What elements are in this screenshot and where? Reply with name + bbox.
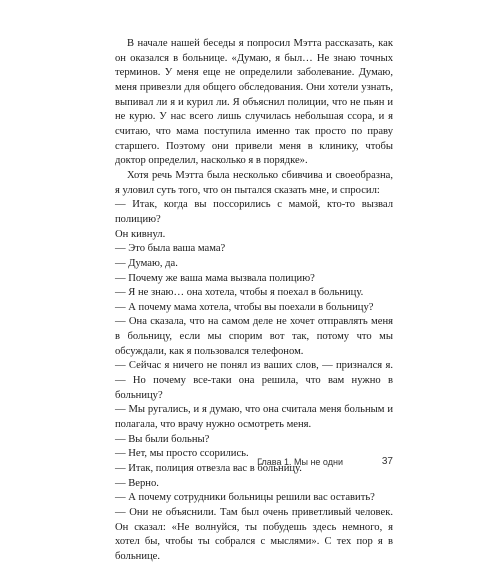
- dialogue-line: — Почему же ваша мама вызвала полицию?: [115, 272, 315, 284]
- body-text: [115, 37, 393, 565]
- dialogue-line: — Я не знаю… она хотела, чтобы я поехал в больницу.: [115, 287, 364, 299]
- running-footer: [115, 456, 393, 470]
- dialogue-line: — Она сказала, что на самом деле не хочет отправлять меня в больницу, если мы спорим вот так, потому что мы обсуждали, как я пользовался телефоном.: [115, 316, 393, 357]
- dialogue-line: — Итак, полиция отвезла вас в больницу.: [115, 463, 302, 475]
- chapter-title: Глава 1. Мы не одни: [257, 457, 343, 467]
- paragraph: Он кивнул.: [115, 228, 166, 240]
- dialogue-line: — Это была ваша мама?: [115, 243, 226, 255]
- dialogue-line: — А почему мама хотела, чтобы вы поехали в больницу?: [115, 301, 374, 313]
- dialogue-line: — Сейчас я ничего не понял из ваших слов, — признался я. — Но почему все-таки она решила, что вам нужно в больницу?: [115, 360, 393, 401]
- dialogue-line: — Думаю, да.: [115, 257, 178, 269]
- dialogue-line: — Мы ругались, и я думаю, что она считала меня больным и полагала, что врачу нужно осмотреть меня.: [115, 404, 393, 431]
- dialogue-line: — Верно.: [115, 477, 159, 489]
- dialogue-line: — А почему сотрудники больницы решили вас оставить?: [115, 492, 375, 504]
- page-number: 37: [381, 456, 393, 467]
- paragraph: В начале нашей беседы я попросил Мэтта рассказать, как он оказался в больнице. «Думаю, я был… Не знаю точных терминов. У меня еще не определили заболевание. Думаю, меня привезли для общего обследования. Они хотели узнать, выпивал ли я и курил ли. Я объяснил полиции, что не пьян и не курю. У нас всего лишь случилась небольшая ссора, и я считаю, что мама поступила именно так просто по праву старшего. Поэтому они привели меня в клинику, чтобы доктор определил, насколько я в порядке».: [115, 38, 393, 167]
- dialogue-line: — Они не объяснили. Там был очень приветливый человек. Он сказал: «Не волнуйся, ты побудешь здесь немного, я хотел бы, чтобы ты собрался с мыслями». С тех пор я в больнице.: [115, 507, 393, 562]
- dialogue-line: — Нет, мы просто ссорились.: [115, 448, 249, 460]
- paragraph: Хотя речь Мэтта была несколько сбивчива и своеобразна, я уловил суть того, что он пытался сказать мне, и спросил:: [115, 169, 393, 196]
- dialogue-line: — Вы были больны?: [115, 433, 210, 445]
- dialogue-line: — Итак, когда вы поссорились с мамой, кто-то вызвал полицию?: [115, 199, 393, 225]
